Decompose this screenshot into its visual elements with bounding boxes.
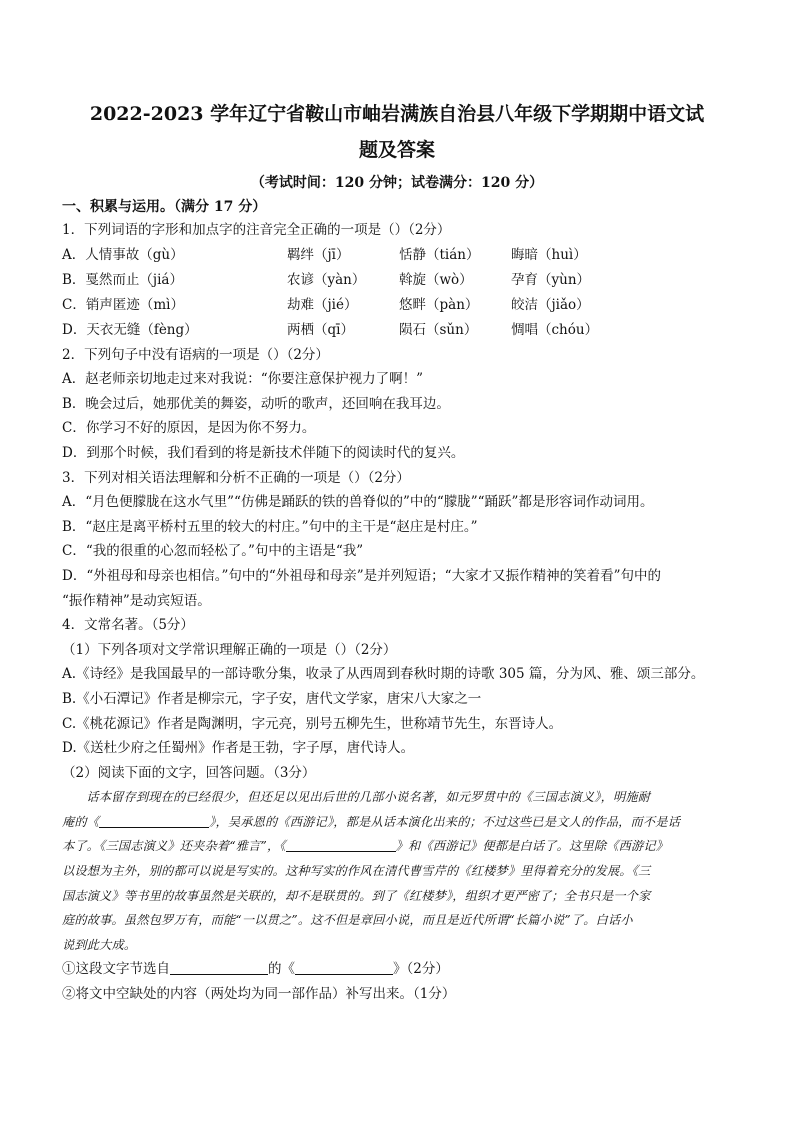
question-4-sub-1: （1）下列各项对文学常识理解正确的一项是（）（2分） bbox=[62, 641, 397, 658]
question-4-sub-1-option-d: D.《送杜少府之任蜀州》作者是王勃，字子厚，唐代诗人。 bbox=[62, 740, 415, 757]
question-4-sub-2: （2）阅读下面的文字，回答问题。（3分） bbox=[62, 764, 316, 781]
question-3-option-c: C．“我的很重的心忽而轻松了。”句中的主语是“我” bbox=[62, 543, 364, 560]
question-4-item-1: ①这段文字节选自 的《 》（2分） bbox=[62, 961, 449, 978]
question-3-option-a: A．“月色便朦胧在这水气里”“仿佛是踊跃的铁的兽脊似的”中的“朦胧”“踊跃”都是形容词作动词用。 bbox=[62, 494, 654, 511]
question-3-option-d-cont: “振作精神”是动宾短语。 bbox=[62, 592, 211, 609]
passage-blank-1[interactable] bbox=[99, 813, 209, 828]
question-3-stem: 3．下列对相关语法理解和分析不正确的一项是（）（2分） bbox=[62, 469, 410, 486]
question-1-stem: 1．下列词语的字形和加点字的注音完全正确的一项是（）（2分） bbox=[62, 222, 451, 238]
title-line-2: 题及答案 bbox=[358, 139, 435, 161]
question-4-stem: 4．文常名著。（5分） bbox=[62, 617, 194, 634]
question-2-option-c: C．你学习不好的原因，是因为你不努力。 bbox=[62, 420, 316, 437]
question-2-stem: 2．下列句子中没有语病的一项是（）（2分） bbox=[62, 346, 329, 363]
reading-passage bbox=[62, 785, 732, 957]
question-3-option-b: B．“赵庄是离平桥村五里的较大的村庄。”句中的主干是“赵庄是村庄。” bbox=[62, 518, 478, 535]
question-4-item-2: ②将文中空缺处的内容（两处均为同一部作品）补写出来。（1分） bbox=[62, 986, 456, 1003]
exam-page bbox=[62, 96, 732, 1007]
answer-blank-title[interactable] bbox=[295, 960, 393, 975]
exam-info: （考试时间：120 分钟；试卷满分：120 分） bbox=[250, 175, 544, 191]
section-heading: 一、积累与运用。（满分 17 分） bbox=[62, 199, 267, 215]
passage-line-4: 以设想为主外，别的都可以说是写实的。这种写实的作风在清代曹雪芹的《红楼梦》里得着充分的发展。《三 bbox=[62, 864, 651, 879]
passage-line-1: 话本留存到现在的已经很少，但还足以见出后世的几部小说名著，如元罗贯中的《三国志演义》，明施耐 bbox=[86, 790, 651, 805]
passage-line-3: 本了。《三国志演义》还夹杂着“雅言”，《 》和《西游记》便都是白话了。这里除《西游记》 bbox=[62, 839, 669, 854]
question-2-option-d: D．到那个时候，我们看到的将是新技术伴随下的阅读时代的复兴。 bbox=[62, 444, 465, 461]
question-4-sub-1-option-b: B.《小石潭记》作者是柳宗元，字子安，唐代文学家，唐宋八大家之一 bbox=[62, 690, 482, 707]
answer-blank-author[interactable] bbox=[170, 960, 268, 975]
question-2-option-b: B．晚会过后，她那优美的舞姿，动听的歌声，还回响在我耳边。 bbox=[62, 395, 450, 412]
question-1-option-a: A．人情事故（gù） 羁绊（jī） 恬静（tián） 晦暗（huì） bbox=[62, 246, 587, 263]
question-3-option-d: D．“外祖母和母亲也相信。”句中的“外祖母和母亲”是并列短语；“大家才又振作精神的笑着看”句中的 bbox=[62, 567, 661, 584]
question-1-option-c: C．销声匿迹（mì） 劫难（jié） 悠畔（pàn） 皎洁（jiǎo） bbox=[62, 296, 590, 313]
question-1-option-b: B．戛然而止（jiá） 农谚（yàn） 斡旋（wò） 孕育（yùn） bbox=[62, 271, 591, 288]
passage-line-7: 说到此大成。 bbox=[62, 937, 137, 952]
passage-line-2: 庵的《 》，吴承恩的《西游记》，都是从话本演化出来的；不过这些已是文人的作品，而不是话 bbox=[62, 814, 681, 829]
title-line-1: 2022-2023 学年辽宁省鞍山市岫岩满族自治县八年级下学期期中语文试 bbox=[89, 103, 705, 125]
page-title bbox=[62, 96, 732, 168]
passage-line-6: 庭的故事。虽然包罗万有，而能“一以贯之”。这不但是章回小说，而且是近代所谓“长篇小说”了。白话小 bbox=[62, 913, 633, 928]
question-1-option-d: D．天衣无缝（fèng） 两栖（qī） 陨石（sǔn） 惆唱（chóu） bbox=[62, 321, 599, 338]
question-4-sub-1-option-a: A.《诗经》是我国最早的一部诗歌分集，收录了从西周到春秋时期的诗歌 305 篇，分为风、雅、颂三部分。 bbox=[62, 666, 705, 683]
question-2-option-a: A．赵老师亲切地走过来对我说：“你要注意保护视力了啊！” bbox=[62, 371, 424, 388]
passage-line-5: 国志演义》等书里的故事虽然是关联的，却不是联贯的。到了《红楼梦》，组织才更严密了；全书只是一个家 bbox=[62, 888, 651, 903]
question-4-sub-1-option-c: C.《桃花源记》作者是陶渊明，字元亮，别号五柳先生，世称靖节先生，东晋诗人。 bbox=[62, 715, 563, 732]
passage-blank-2[interactable] bbox=[286, 837, 396, 852]
